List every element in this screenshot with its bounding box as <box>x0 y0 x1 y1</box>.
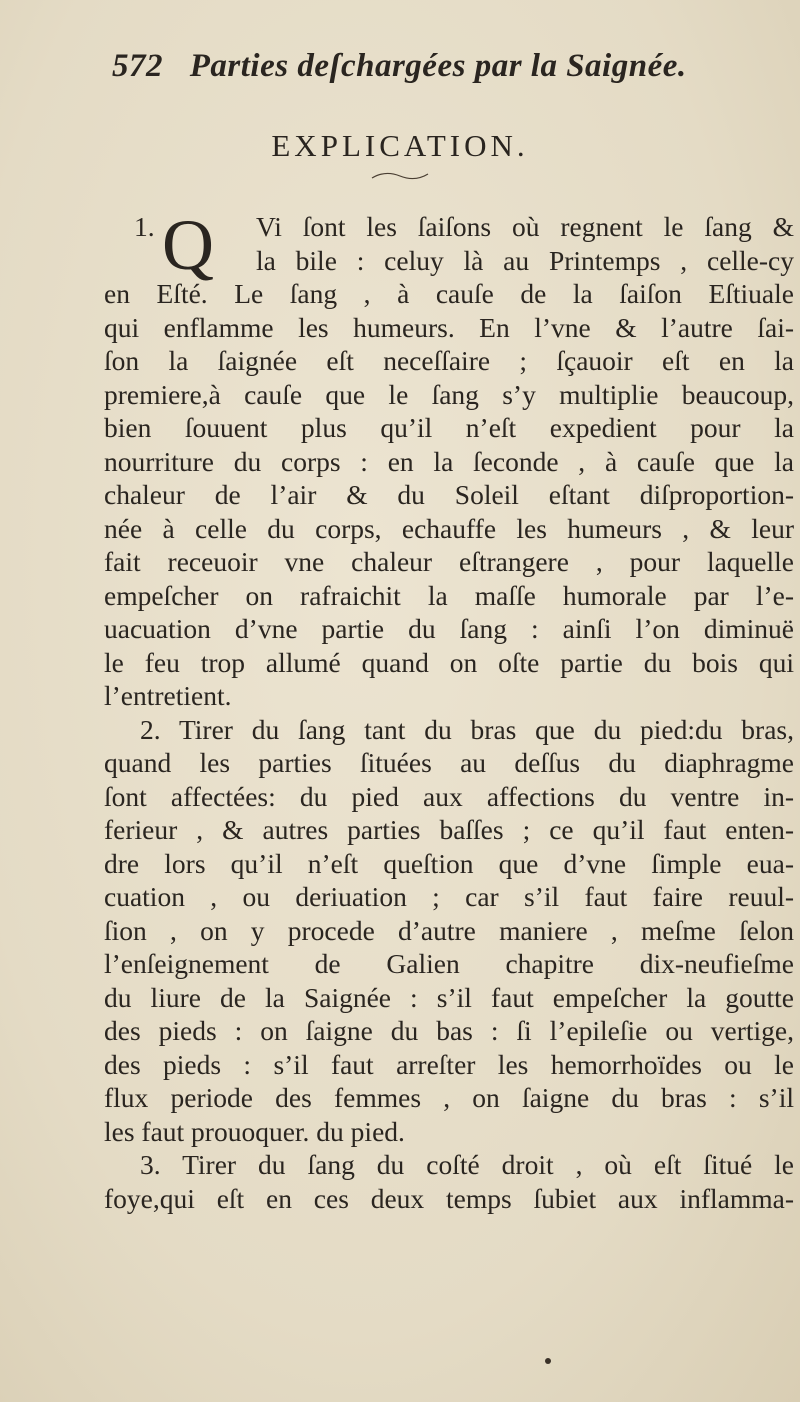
text-line: flux periode des femmes , on ſaigne du bras : s’il <box>104 1082 794 1113</box>
text-line: en Eſté. Le ſang , à cauſe de la ſaiſon Eſtiuale <box>104 278 794 309</box>
paragraph-2 <box>104 713 794 1149</box>
section-title: EXPLICATION. <box>271 128 529 163</box>
text-line: chaleur de l’air & du Soleil eſtant diſproportion- <box>104 479 794 510</box>
text-line: premiere,à cauſe que le ſang s’y multiplie beaucoup, <box>104 378 794 410</box>
drop-cap: Q <box>162 205 214 285</box>
text-line: l’enſeignement de Galien chapitre dix-neufieſme <box>104 948 794 979</box>
text-line: ſon la ſaignée eſt neceſſaire ; ſçauoir eſt en la <box>104 345 794 376</box>
text-line: bien ſouuent plus qu’il n’eſt expedient pour la <box>104 412 794 443</box>
text-line: qui enflamme les humeurs. En l’vne & l’autre ſai- <box>104 311 794 343</box>
text-line: ſion , on y procede d’autre maniere , meſme ſelon <box>104 914 794 946</box>
text-line: nourriture du corps : en la ſeconde , à cauſe que la <box>104 445 794 477</box>
running-head <box>112 48 732 98</box>
text-line: cuation , ou deriuation ; car s’il faut faire reuul- <box>104 881 794 912</box>
text-line: ferieur , & autres parties baſſes ; ce qu’il faut enten- <box>104 814 794 845</box>
text-line: 1. Vi ſont les ſaiſons où regnent le ſang & <box>134 211 794 242</box>
text-line: empeſcher on rafraichit la maſſe humorale par l’e- <box>104 579 794 611</box>
text-line: ſont affectées: du pied aux affections du ventre in- <box>104 780 794 812</box>
text-line: le feu trop allumé quand on oſte partie du bois qui <box>104 646 794 678</box>
text-line: née à celle du corps, echauffe les humeurs , & leur <box>104 512 794 544</box>
text-line: 2. Tirer du ſang tant du bras que du pied:du bras, <box>140 713 794 745</box>
text-line: la bile : celuy là au Printemps , celle-cy <box>256 244 794 276</box>
text-line: dre lors qu’il n’eſt queſtion que d’vne ſimple eua- <box>104 847 794 879</box>
paragraph-number: 1. <box>134 211 155 242</box>
text-line: quand les parties ſituées au deſſus du diaphragme <box>104 747 794 778</box>
page-body <box>104 205 794 1215</box>
running-title: Parties deſchargées par la Saignée. <box>189 48 687 84</box>
paragraph-3 <box>104 1148 794 1215</box>
text-line: uacuation d’vne partie du ſang : ainſi l’on diminuë <box>104 613 794 644</box>
paragraph-1 <box>104 205 794 713</box>
text-line: les faut prouoquer. du pied. <box>104 1115 405 1147</box>
ink-speck <box>545 1358 551 1364</box>
text-line: des pieds : on ſaigne du bas : ſi l’epileſie ou vertige, <box>104 1015 794 1046</box>
ornament-flourish-icon <box>370 168 430 182</box>
text-line: 3. Tirer du ſang du coſté droit , où eſt ſitué le <box>140 1149 794 1180</box>
text-line: des pieds : s’il faut arreſter les hemorrhoïdes ou le <box>104 1048 794 1080</box>
text-line: fait receuoir vne chaleur eſtrangere , pour laquelle <box>104 546 794 577</box>
text-line: foye,qui eſt en ces deux temps ſubiet aux inflamma- <box>104 1182 794 1214</box>
page-number: 572 <box>112 48 163 84</box>
text-line: du liure de la Saignée : s’il faut empeſcher la goutte <box>104 981 794 1013</box>
text-line: l’entretient. <box>104 680 232 711</box>
